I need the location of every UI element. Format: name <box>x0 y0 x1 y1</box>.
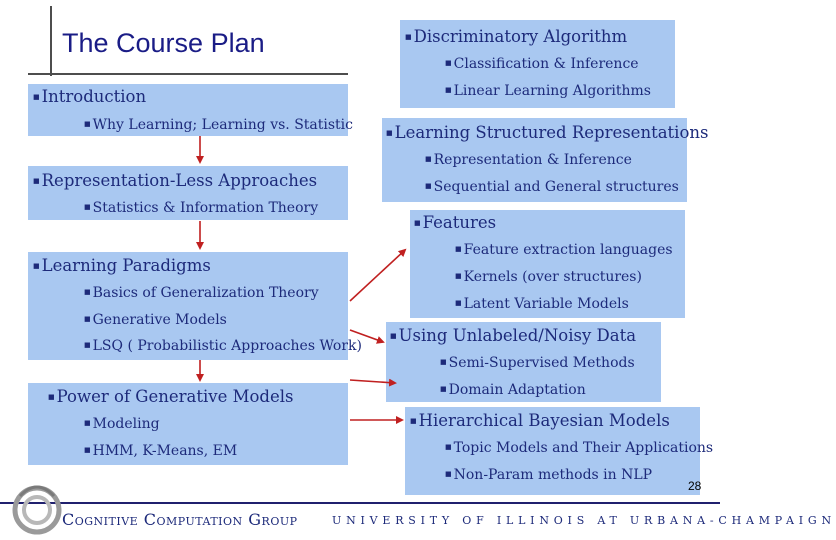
paradigms-item: ■ Generative Models <box>84 313 227 327</box>
power-item: ■ HMM, K-Means, EM <box>84 444 237 458</box>
discriminatory-item: ■ Linear Learning Algorithms <box>445 84 651 98</box>
unlabeled-item: ■ Semi-Supervised Methods <box>440 356 635 370</box>
discriminatory-heading: ■ Discriminatory Algorithm <box>405 29 627 46</box>
representation-less-item: ■ Statistics & Information Theory <box>84 201 318 215</box>
power-item: ■ Modeling <box>84 417 160 431</box>
footer-university: UNIVERSITY OF ILLINOIS AT URBANA-CHAMPAIGN <box>332 514 836 527</box>
structured-item: ■ Representation & Inference <box>425 153 632 167</box>
representation-less-heading: ■ Representation-Less Approaches <box>33 173 317 190</box>
features-item: ■ Latent Variable Models <box>455 297 629 311</box>
unlabeled-heading: ■ Using Unlabeled/Noisy Data <box>390 328 636 345</box>
features-item: ■ Kernels (over structures) <box>455 270 642 284</box>
features-heading: ■ Features <box>414 215 496 232</box>
power-heading: ■ Power of Generative Models <box>48 389 294 406</box>
ccg-logo-icon <box>12 476 62 536</box>
introduction-heading: ■ Introduction <box>33 89 146 106</box>
page-number: 28 <box>688 479 702 493</box>
paradigms-item: ■ Basics of Generalization Theory <box>84 286 319 300</box>
structured-item: ■ Sequential and General structures <box>425 180 679 194</box>
introduction-item: ■ Why Learning; Learning vs. Statistic <box>84 118 353 132</box>
bayesian-item: ■ Non-Param methods in NLP <box>445 468 652 482</box>
footer-rule <box>0 502 720 504</box>
discriminatory-item: ■ Classification & Inference <box>445 57 639 71</box>
footer-group-name: Cognitive Computation Group <box>62 510 298 529</box>
features-item: ■ Feature extraction languages <box>455 243 673 257</box>
structured-heading: ■ Learning Structured Representations <box>386 125 708 142</box>
bayesian-item: ■ Topic Models and Their Applications <box>445 441 713 455</box>
page-title: The Course Plan <box>62 28 265 58</box>
bayesian-heading: ■ Hierarchical Bayesian Models <box>410 413 670 430</box>
paradigms-item: ■ LSQ ( Probabilistic Approaches Work) <box>84 339 362 353</box>
unlabeled-item: ■ Domain Adaptation <box>440 383 586 397</box>
arrow-paradigms-to-features <box>350 250 405 301</box>
paradigms-heading: ■ Learning Paradigms <box>33 258 211 275</box>
arrow-paradigms-to-domain <box>350 380 395 383</box>
